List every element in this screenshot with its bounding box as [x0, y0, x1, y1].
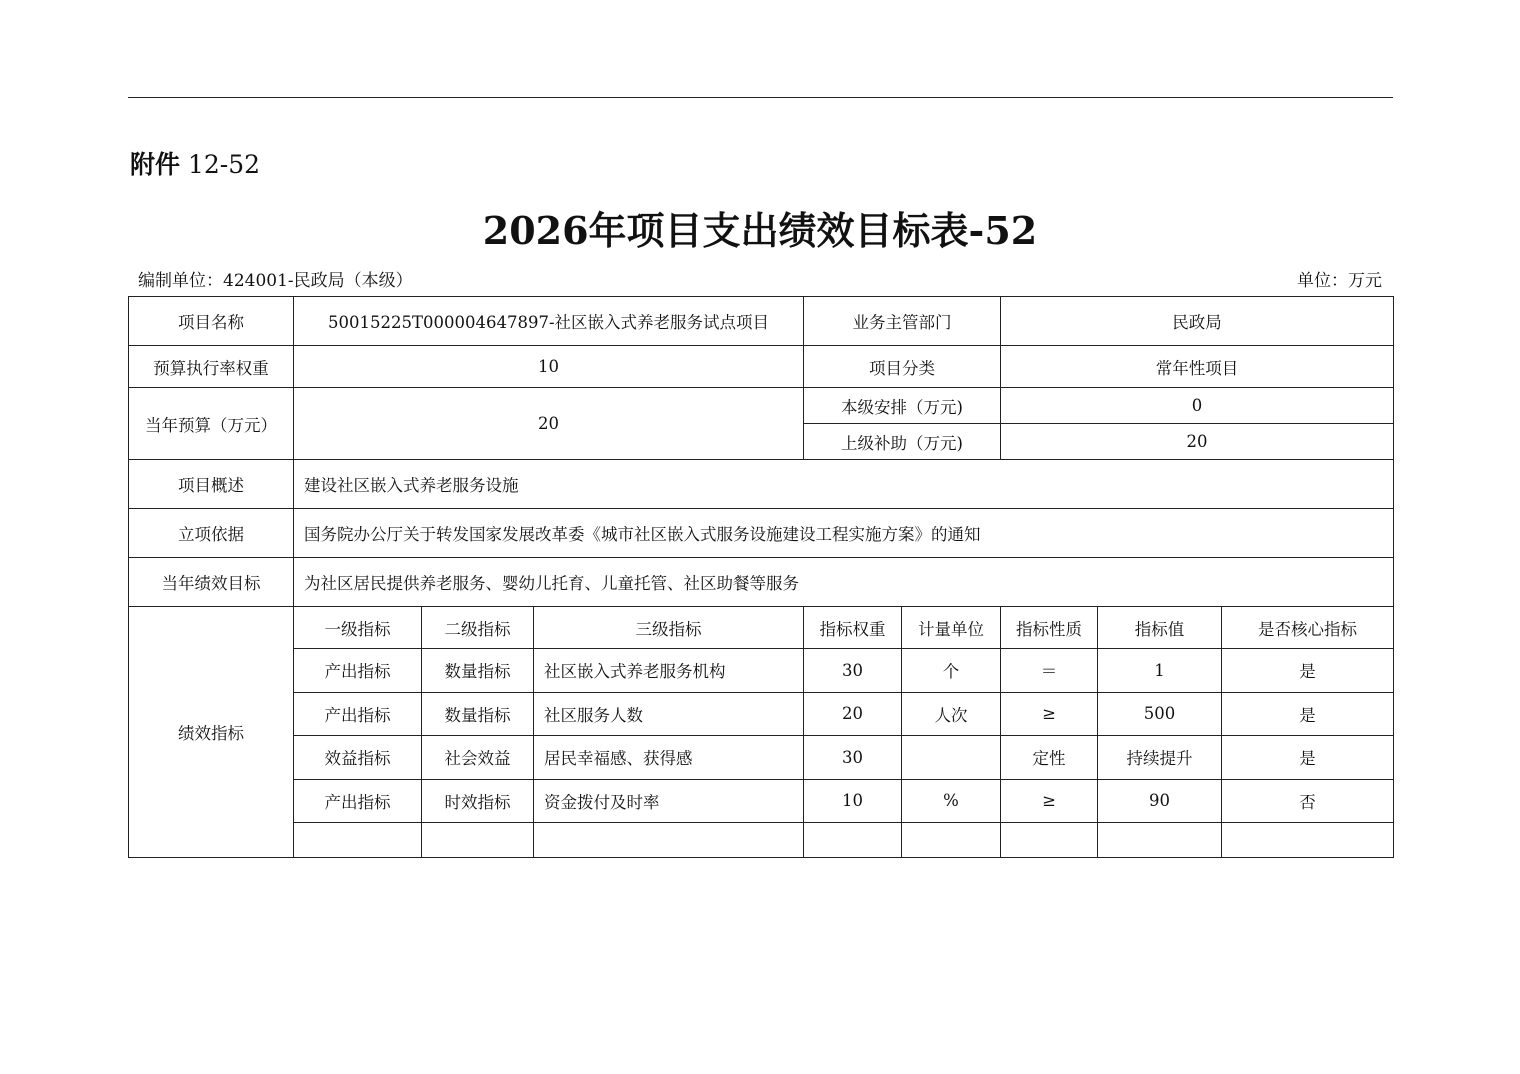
row4-value: 90 [1098, 779, 1222, 823]
basis-value: 国务院办公厅关于转发国家发展改革委《城市社区嵌入式服务设施建设工程实施方案》的通知 [294, 509, 1394, 558]
row3-level3: 居民幸福感、获得感 [534, 736, 804, 780]
attachment-label: 附件 12-52 [130, 150, 261, 179]
top-rule [128, 97, 1393, 98]
local-label: 本级安排（万元) [804, 388, 1001, 424]
row2-level1: 产出指标 [294, 692, 422, 736]
row4-level3: 资金拨付及时率 [534, 779, 804, 823]
money-unit: 单位：万元 [1297, 271, 1382, 291]
row5-core [1222, 823, 1394, 858]
row3-unit [902, 736, 1001, 780]
header-unit: 计量单位 [902, 607, 1001, 649]
upper-value: 20 [1001, 424, 1394, 460]
table-row [129, 736, 1394, 780]
header-weight: 指标权重 [804, 607, 902, 649]
org-unit: 编制单位：424001-民政局（本级） [138, 271, 413, 291]
header-core: 是否核心指标 [1222, 607, 1394, 649]
row1-level1: 产出指标 [294, 649, 422, 693]
row1-core: 是 [1222, 649, 1394, 693]
overview-value: 建设社区嵌入式养老服务设施 [294, 460, 1394, 509]
category-label: 项目分类 [804, 346, 1001, 388]
row2-level2: 数量指标 [422, 692, 534, 736]
indicators-label: 绩效指标 [129, 607, 294, 858]
row5-level2 [422, 823, 534, 858]
row1-nature: ＝ [1001, 649, 1098, 693]
table-row [129, 823, 1394, 858]
dept-value: 民政局 [1001, 297, 1394, 346]
performance-table [128, 296, 1394, 858]
local-value: 0 [1001, 388, 1394, 424]
budget-label: 当年预算（万元） [129, 388, 294, 460]
row4-weight: 10 [804, 779, 902, 823]
row3-nature: 定性 [1001, 736, 1098, 780]
table-row [129, 779, 1394, 823]
header-level3: 三级指标 [534, 607, 804, 649]
rate-label: 预算执行率权重 [129, 346, 294, 388]
row2-unit: 人次 [902, 692, 1001, 736]
row4-level1: 产出指标 [294, 779, 422, 823]
row2-core: 是 [1222, 692, 1394, 736]
row3-value: 持续提升 [1098, 736, 1222, 780]
row5-weight [804, 823, 902, 858]
row2-nature: ≥ [1001, 692, 1098, 736]
header-level2: 二级指标 [422, 607, 534, 649]
row1-level3: 社区嵌入式养老服务机构 [534, 649, 804, 693]
row3-level2: 社会效益 [422, 736, 534, 780]
row4-nature: ≥ [1001, 779, 1098, 823]
row3-level1: 效益指标 [294, 736, 422, 780]
rate-value: 10 [294, 346, 804, 388]
project-name-value: 50015225T000004647897-社区嵌入式养老服务试点项目 [294, 297, 804, 346]
upper-label: 上级补助（万元) [804, 424, 1001, 460]
row1-weight: 30 [804, 649, 902, 693]
row2-value: 500 [1098, 692, 1222, 736]
header-level1: 一级指标 [294, 607, 422, 649]
header-value: 指标值 [1098, 607, 1222, 649]
dept-label: 业务主管部门 [804, 297, 1001, 346]
row3-core: 是 [1222, 736, 1394, 780]
row4-unit: % [902, 779, 1001, 823]
row5-nature [1001, 823, 1098, 858]
goal-value: 为社区居民提供养老服务、婴幼儿托育、儿童托管、社区助餐等服务 [294, 558, 1394, 607]
row3-weight: 30 [804, 736, 902, 780]
header-nature: 指标性质 [1001, 607, 1098, 649]
budget-value: 20 [294, 388, 804, 460]
table-row [129, 649, 1394, 693]
row1-unit: 个 [902, 649, 1001, 693]
row4-core: 否 [1222, 779, 1394, 823]
table-row [129, 692, 1394, 736]
project-name-label: 项目名称 [129, 297, 294, 346]
row5-value [1098, 823, 1222, 858]
row5-level3 [534, 823, 804, 858]
category-value: 常年性项目 [1001, 346, 1394, 388]
basis-label: 立项依据 [129, 509, 294, 558]
overview-label: 项目概述 [129, 460, 294, 509]
row1-level2: 数量指标 [422, 649, 534, 693]
row2-weight: 20 [804, 692, 902, 736]
page-title: 2026年项目支出绩效目标表-52 [482, 208, 1038, 253]
row5-unit [902, 823, 1001, 858]
row5-level1 [294, 823, 422, 858]
row2-level3: 社区服务人数 [534, 692, 804, 736]
row4-level2: 时效指标 [422, 779, 534, 823]
row1-value: 1 [1098, 649, 1222, 693]
goal-label: 当年绩效目标 [129, 558, 294, 607]
